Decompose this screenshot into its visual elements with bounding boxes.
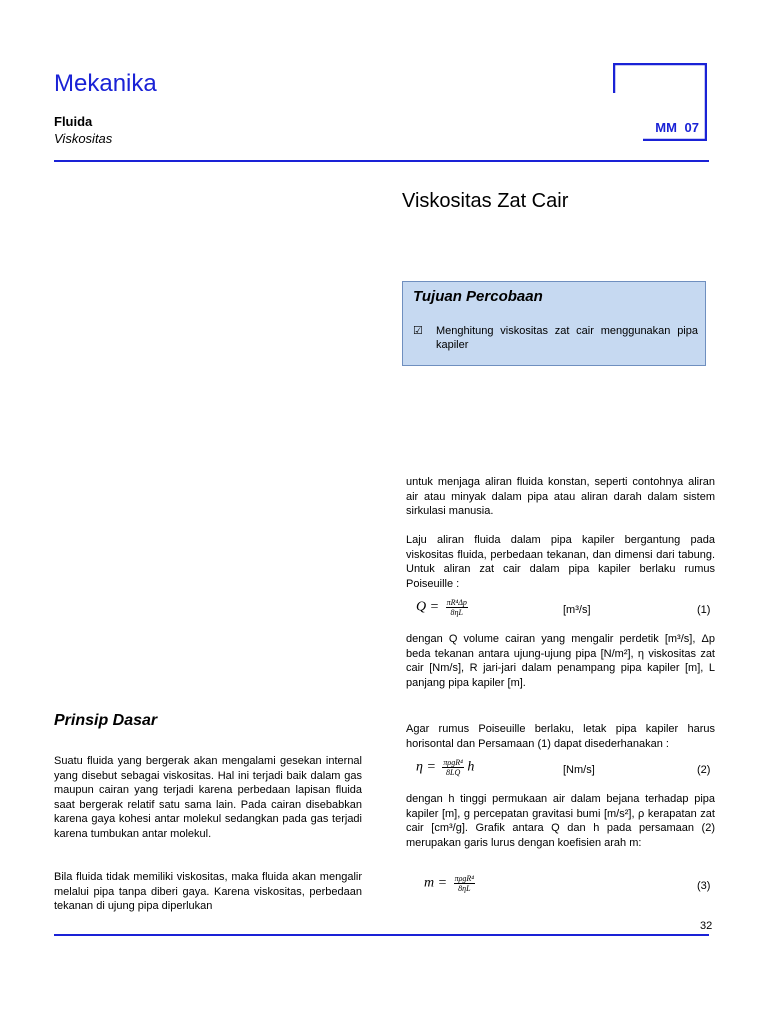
right-paragraph-5: dengan h tinggi permukaan air dalam bejana terhadap pipa kapiler [m], g percepatan gravitasi bumi [m/s²], ρ kerapatan zat cair [cm³/g]. Grafik antara Q dan h pada persamaan (2) merupakan garis lurus dengan koefisien arah m: [406, 793, 715, 849]
footer-rule [54, 934, 709, 936]
left-paragraph-1: Suatu fluida yang bergerak akan mengalami gesekan internal yang disebut sebagai viskositas. Hal ini terjadi baik dalam gas maupun cairan yang terjadi karena perbedaan lapisan fluida saat bergerak relatif satu sama lain. Pada cairan disebabkan karena gaya kohesi antar molekul sedangkan pada gas terjadi karena tumbukan antar molekul. [54, 755, 362, 840]
equation-3-denominator: 8ηL [458, 884, 471, 893]
equation-1 [416, 598, 468, 617]
equation-1-lhs: Q = [416, 599, 440, 615]
equation-3-numerator: πρgR⁴ [454, 874, 475, 883]
equation-2 [416, 758, 474, 777]
module-code: MM 07 [655, 120, 699, 135]
equation-2-fraction [442, 758, 464, 777]
left-paragraph-2: Bila fluida tidak memiliki viskositas, maka fluida akan mengalir melalui pipa tanpa diberi gaya. Karena viskositas, perbedaan tekanan di ujung pipa diperlukan [54, 871, 362, 913]
equation-1-denominator: 8ηL [450, 608, 463, 617]
right-paragraph-1: untuk menjaga aliran fluida konstan, seperti contohnya aliran air atau minyak dalam pipa atau aliran darah dalam sistem sirkulasi manusia. [406, 476, 715, 518]
right-paragraph-4: Agar rumus Poiseuille berlaku, letak pipa kapiler harus horisontal dan Persamaan (1) dapat disederhanakan : [406, 723, 715, 750]
equation-1-number: (1) [697, 604, 711, 616]
right-paragraph-2: Laju aliran fluida dalam pipa kapiler bergantung pada viskositas fluida, perbedaan tekanan, dan dimensi dari tabung. Untuk aliran zat cair dalam pipa kapiler berlaku rumus Poiseuille : [406, 534, 715, 590]
experiment-title: Viskositas Zat Cair [402, 190, 569, 212]
equation-2-tail: h [467, 759, 475, 775]
header-rule [54, 160, 709, 162]
objective-box [402, 281, 706, 366]
objective-heading: Tujuan Percobaan [413, 288, 543, 305]
topic-label: Fluida [54, 114, 93, 129]
equation-1-unit: [m³/s] [563, 604, 591, 616]
equation-2-unit: [Nm/s] [563, 764, 595, 776]
right-paragraph-3: dengan Q volume cairan yang mengalir perdetik [m³/s], Δp beda tekanan antara ujung-ujung pipa [N/m²], η viskositas zat cair [Nm/s], R jari-jari dalam penampang pipa kapiler [m], L panjang pipa kapiler [m]. [406, 633, 715, 689]
equation-3-fraction [454, 874, 476, 893]
section-heading: Prinsip Dasar [54, 712, 158, 729]
page-number: 32 [700, 920, 713, 932]
equation-2-lhs: η = [416, 759, 436, 775]
equation-3 [424, 874, 475, 893]
equation-1-fraction [446, 598, 468, 617]
subtopic-label: Viskositas [54, 131, 113, 146]
checkbox-icon: ☑ [413, 325, 423, 337]
equation-3-number: (3) [697, 880, 711, 892]
equation-2-numerator: πρgR⁴ [443, 758, 463, 767]
equation-2-denominator: 8LQ [446, 768, 461, 777]
module-code-box [613, 63, 707, 141]
equation-2-number: (2) [697, 764, 711, 776]
equation-1-numerator: πR⁴Δp [446, 598, 467, 607]
document-title: Mekanika [54, 70, 157, 97]
equation-3-lhs: m = [424, 875, 448, 891]
objective-text: Menghitung viskositas zat cair menggunakan pipa kapiler [436, 325, 698, 351]
